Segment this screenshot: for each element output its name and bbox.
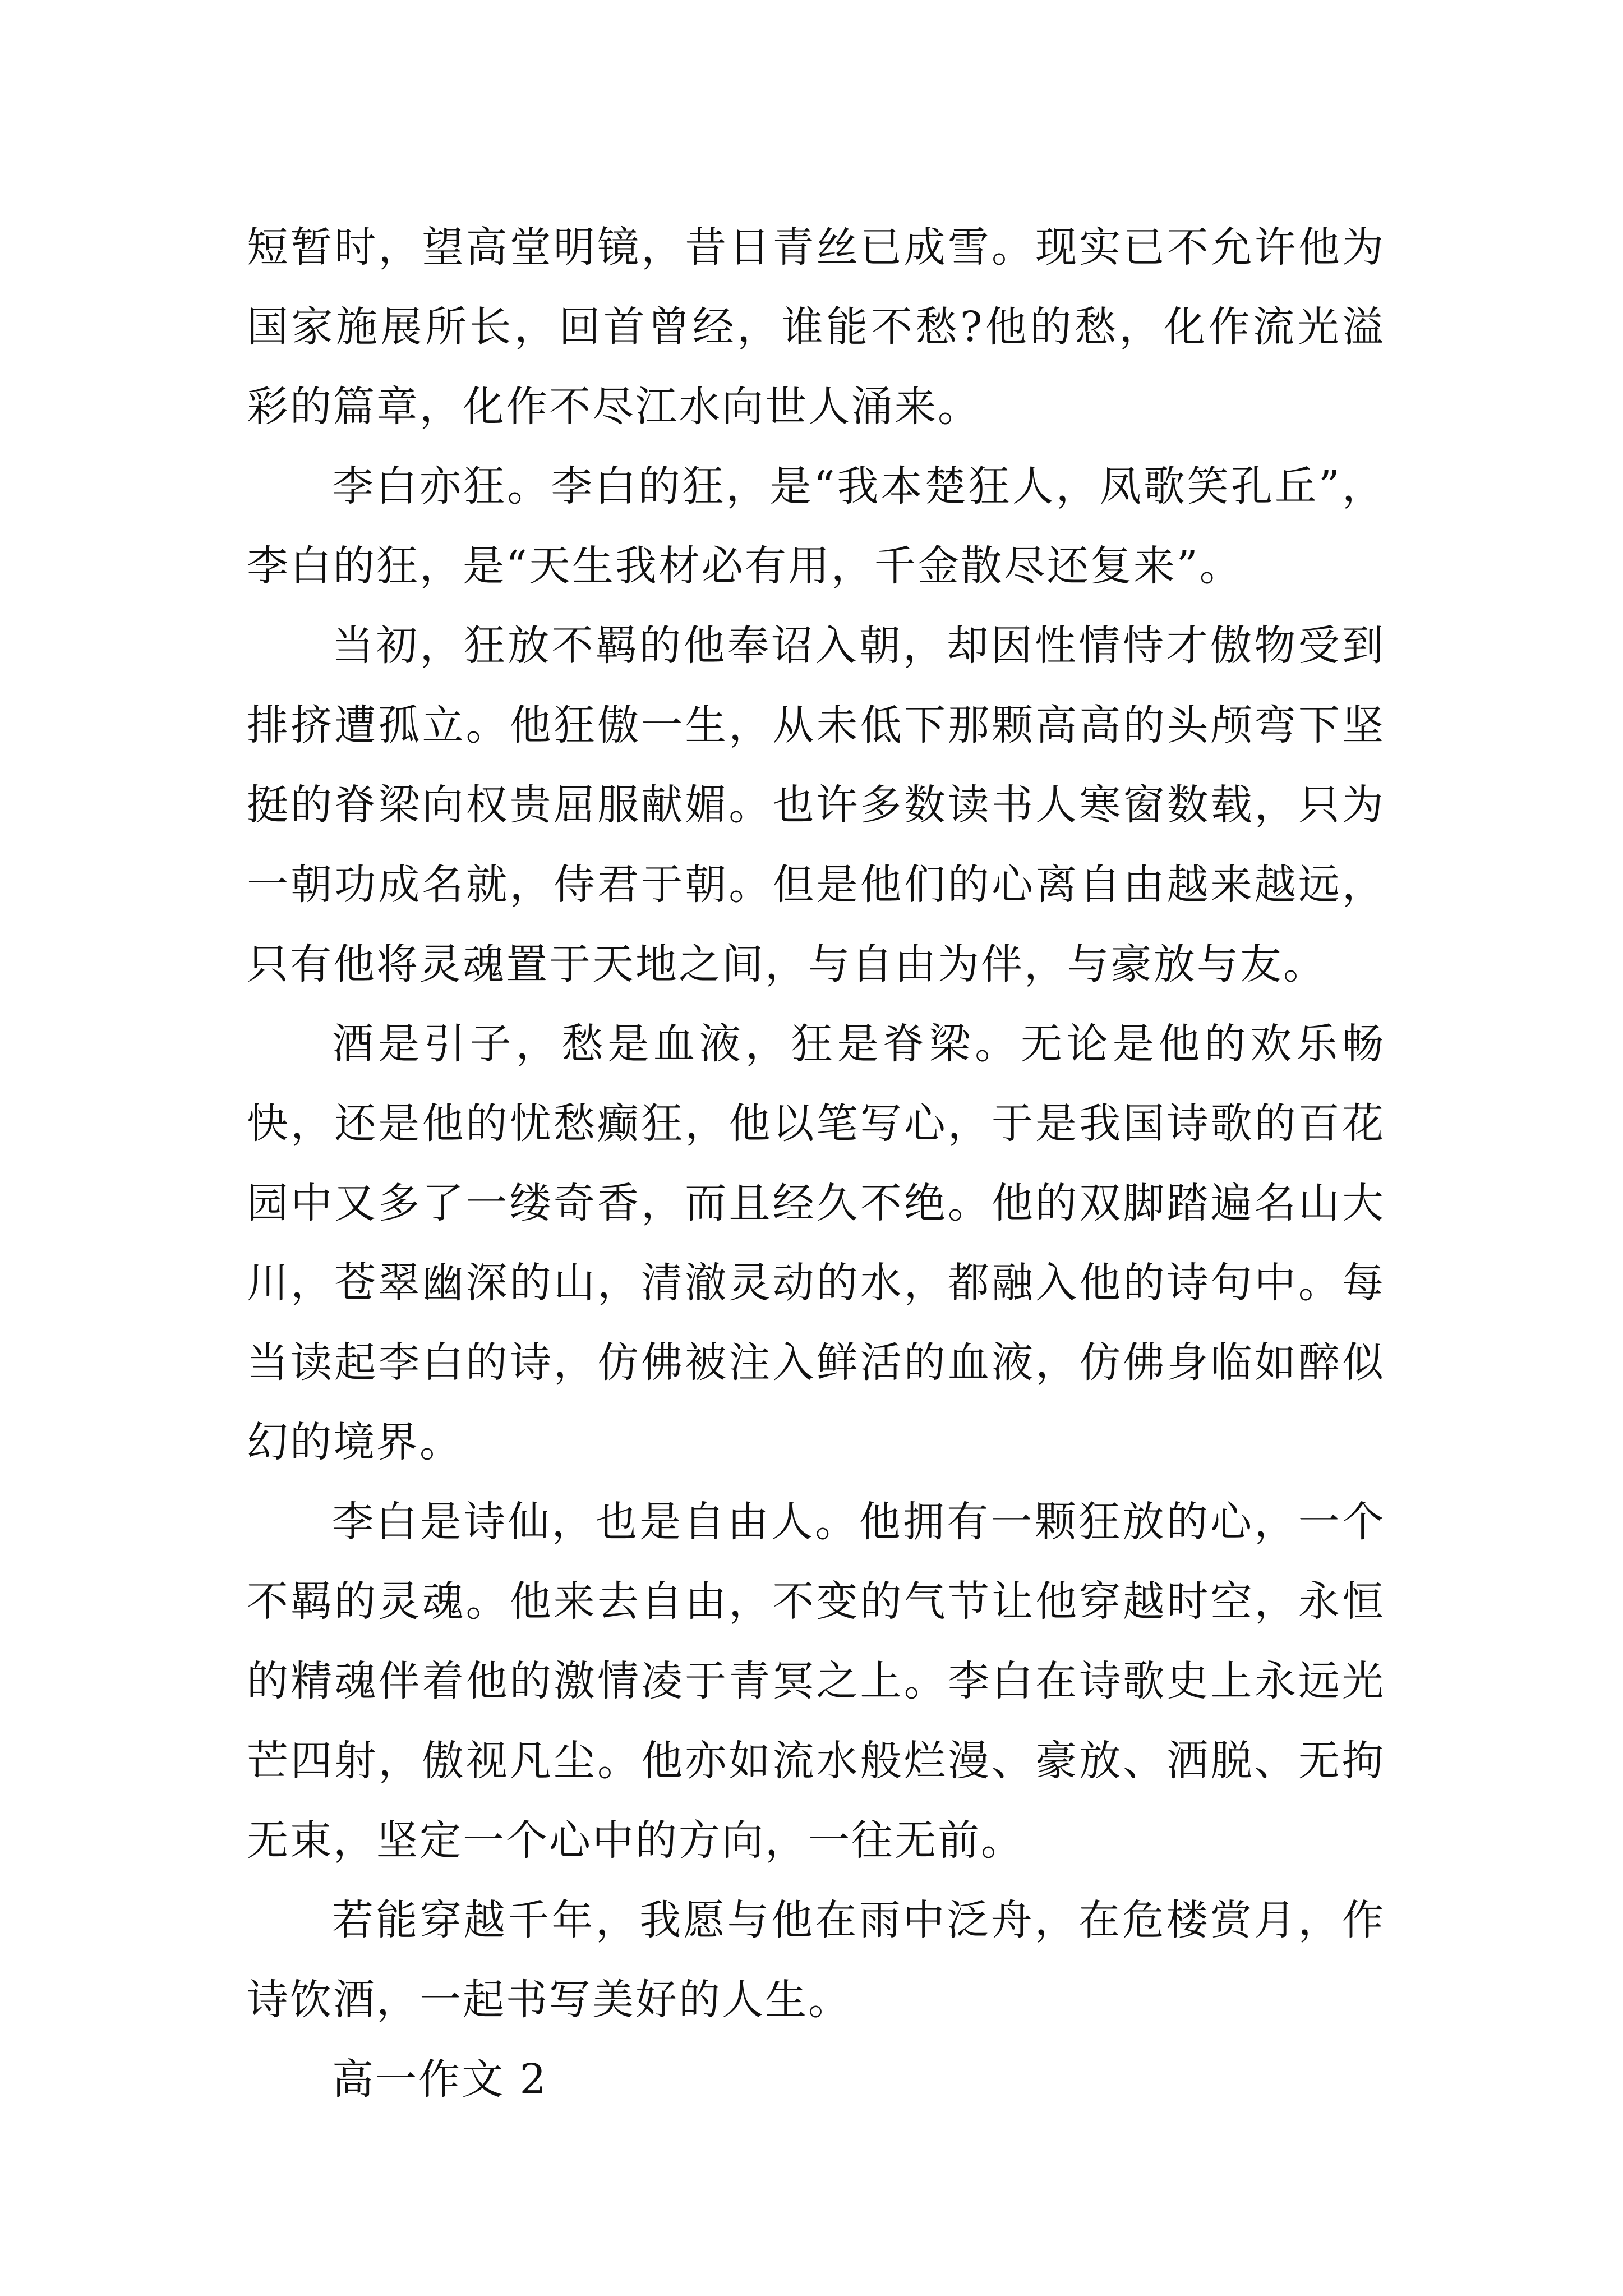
paragraph-5: 李白是诗仙，也是自由人。他拥有一颗狂放的心，一个不羁的灵魂。他来去自由，不变的气节让他穿越时空，永恒的精魂伴着他的激情凌于青冥之上。李白在诗歌史上永远光芒四射，傲视凡尘。他亦如流水般烂漫、豪放、洒脱、无拘无束，坚定一个心中的方向，一往无前。 bbox=[247, 1498, 1385, 1865]
paragraph-6: 若能穿越千年，我愿与他在雨中泛舟，在危楼赏月，作诗饮酒，一起书写美好的人生。 bbox=[247, 1896, 1385, 2024]
article-body bbox=[247, 208, 1385, 2119]
paragraph-2: 李白亦狂。李白的狂，是“我本楚狂人，凤歌笑孔丘”，李白的狂，是“天生我材必有用，千金散尽还复来”。 bbox=[247, 462, 1385, 590]
paragraph-3: 当初，狂放不羁的他奉诏入朝，却因性情恃才傲物受到排挤遭孤立。他狂傲一生，从未低下那颗高高的头颅弯下坚挺的脊梁向权贵屈服献媚。也许多数读书人寒窗数载，只为一朝功成名就，侍君于朝。但是他们的心离自由越来越远，只有他将灵魂置于天地之间，与自由为伴，与豪放与友。 bbox=[247, 622, 1385, 988]
paragraph-4: 酒是引子，愁是血液，狂是脊梁。无论是他的欢乐畅快，还是他的忧愁癫狂，他以笔写心，于是我国诗歌的百花园中又多了一缕奇香，而且经久不绝。他的双脚踏遍名山大川，苍翠幽深的山，清澈灵动的水，都融入他的诗句中。每当读起李白的诗，仿佛被注入鲜活的血液，仿佛身临如醉似幻的境界。 bbox=[247, 1020, 1385, 1466]
section-heading: 高一作文 2 bbox=[332, 2055, 548, 2104]
paragraph-1: 短暂时，望高堂明镜，昔日青丝已成雪。现实已不允许他为国家施展所长，回首曾经，谁能不愁?他的愁，化作流光溢彩的篇章，化作不尽江水向世人涌来。 bbox=[247, 223, 1385, 431]
